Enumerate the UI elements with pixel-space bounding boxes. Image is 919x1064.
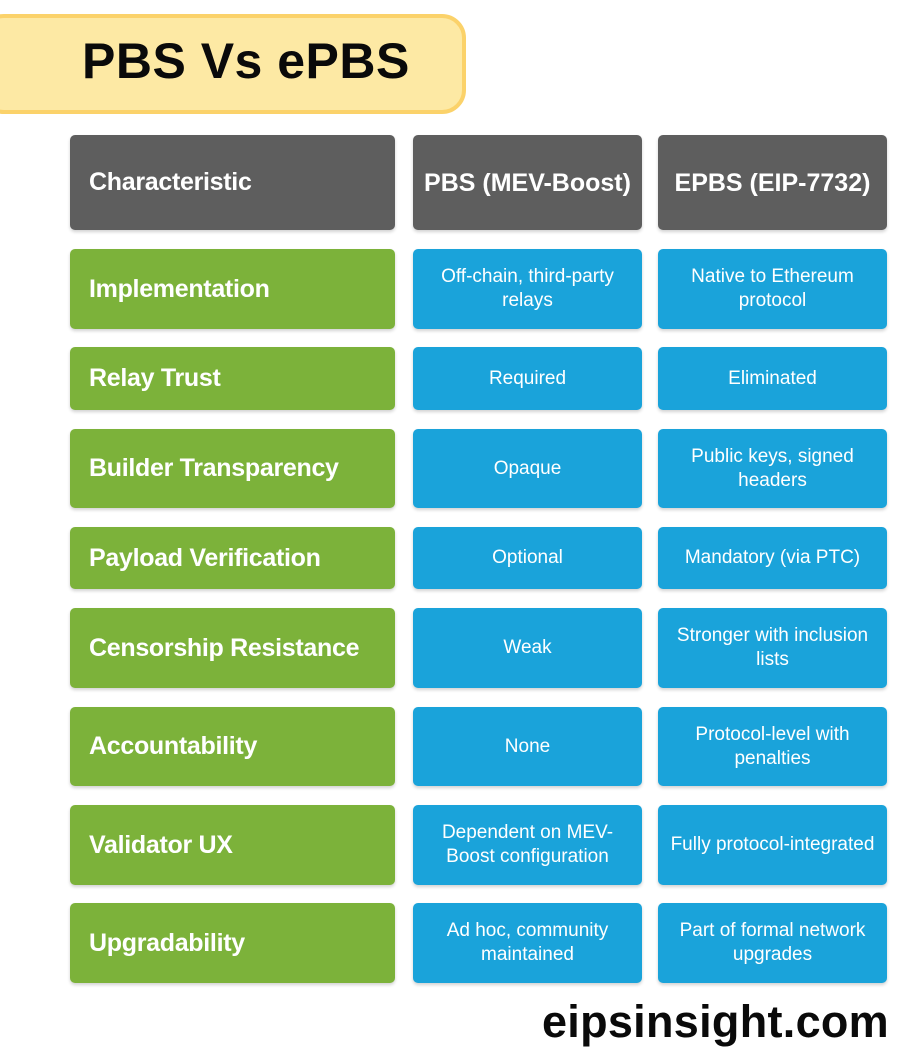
row-payload-verification-pbs: Optional: [413, 527, 642, 589]
header-characteristic: Characteristic: [70, 135, 395, 230]
row-censorship-resistance-pbs: Weak: [413, 608, 642, 688]
row-implementation-label: Implementation: [70, 249, 395, 329]
row-relay-trust-epbs: Eliminated: [658, 347, 887, 410]
row-payload-verification-epbs: Mandatory (via PTC): [658, 527, 887, 589]
row-upgradability-epbs: Part of formal network upgrades: [658, 903, 887, 983]
row-upgradability-pbs: Ad hoc, community maintained: [413, 903, 642, 983]
row-accountability-pbs: None: [413, 707, 642, 786]
row-validator-ux-label: Validator UX: [70, 805, 395, 885]
row-relay-trust-label: Relay Trust: [70, 347, 395, 410]
brand-watermark: eipsinsight.com: [541, 996, 889, 1047]
row-relay-trust-pbs: Required: [413, 347, 642, 410]
row-validator-ux-pbs: Dependent on MEV-Boost configuration: [413, 805, 642, 885]
row-payload-verification-label: Payload Verification: [70, 527, 395, 589]
row-censorship-resistance-epbs: Stronger with inclusion lists: [658, 608, 887, 688]
row-upgradability-label: Upgradability: [70, 903, 395, 983]
row-accountability-label: Accountability: [70, 707, 395, 786]
row-validator-ux-epbs: Fully protocol-integrated: [658, 805, 887, 885]
row-builder-transparency-label: Builder Transparency: [70, 429, 395, 508]
header-pbs: PBS (MEV-Boost): [413, 135, 642, 230]
row-implementation-pbs: Off-chain, third-party relays: [413, 249, 642, 329]
page-title: PBS Vs ePBS: [82, 33, 410, 89]
header-epbs: EPBS (EIP-7732): [658, 135, 887, 230]
row-implementation-epbs: Native to Ethereum protocol: [658, 249, 887, 329]
row-builder-transparency-pbs: Opaque: [413, 429, 642, 508]
row-builder-transparency-epbs: Public keys, signed headers: [658, 429, 887, 508]
row-censorship-resistance-label: Censorship Resistance: [70, 608, 395, 688]
row-accountability-epbs: Protocol-level with penalties: [658, 707, 887, 786]
